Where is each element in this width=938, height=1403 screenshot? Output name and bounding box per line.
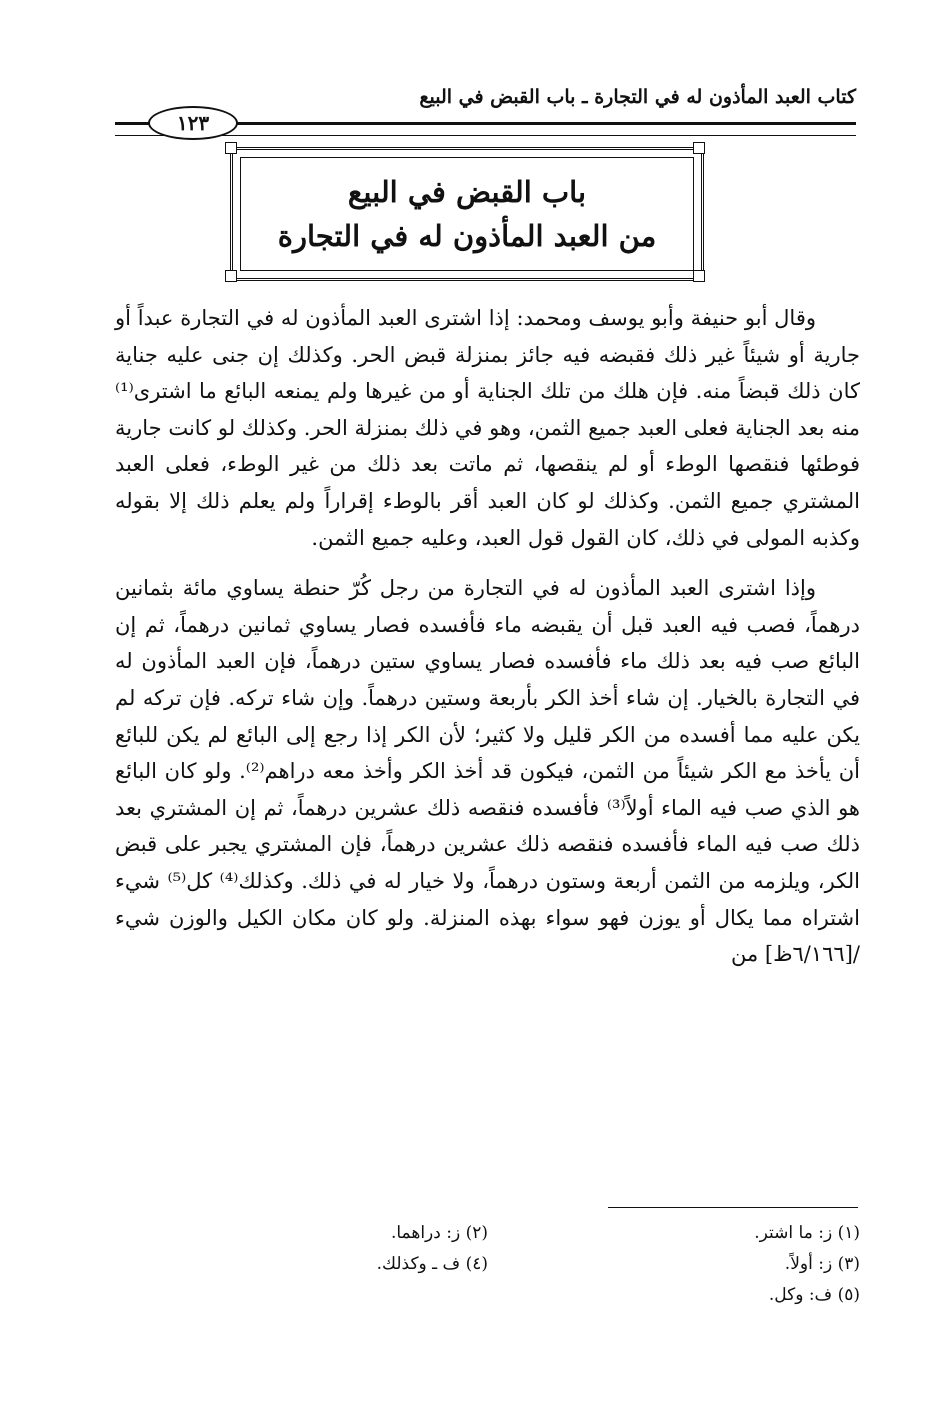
page-number: ١٢٣ [148, 106, 238, 140]
footnote [116, 1280, 488, 1311]
footnote: (٤) ف ـ وكذلك. [376, 1254, 488, 1274]
body-text [115, 300, 860, 973]
footnote: (٥) ف: وكل. [768, 1285, 860, 1305]
footnote-row [115, 1280, 860, 1311]
footnote-row [115, 1249, 860, 1280]
footnote-separator [608, 1207, 858, 1208]
chapter-title [240, 157, 694, 271]
paragraph: وإذا اشترى العبد المأذون له في التجارة من رجل كُرّ حنطة يساوي مائة بثمانين درهماً، فصب فيه العبد قبل أن يقبضه ماء فأفسده فصار يساوي ثمانين درهماً، ثم إن البائع صب فيه بعد ذلك ماء فأفسده فصار يساوي ستين درهماً، فإن العبد المأذون له في التجارة بالخيار. إن شاء أخذ الكر بأربعة وستين درهماً. وإن شاء تركه. فإن تركه لم يكن عليه مما أفسده من الكر قليل ولا كثير؛ لأن الكر إذا رجع إلى البائع لم يكن للبائع أن يأخذ مع الكر شيئاً من الثمن، فيكون قد أخذ الكر وأخذ معه دراهم⁽²⁾. ولو كان البائع هو الذي صب فيه الماء أولاً⁽³⁾ فأفسده فنقصه ذلك عشرين درهماً، ثم إن المشتري بعد ذلك صب فيه الماء فأفسده فنقصه ذلك عشرين درهماً، فإن المشتري يجبر على قبض الكر، ويلزمه من الثمن أربعة وستون درهماً، ولا خيار له في ذلك. وكذلك⁽⁴⁾ كل⁽⁵⁾ شيء اشتراه مما يكال أو يوزن فهو سواء بهذه المنزلة. ولو كان مكان الكيل والوزن شيء /[٦/١٦٦ظ] من [115, 576, 861, 967]
footnote: (٢) ز: دراهما. [390, 1223, 488, 1243]
frame-corner-ornament [225, 142, 237, 154]
footnote-row [115, 1218, 860, 1249]
frame-corner-ornament [225, 270, 237, 282]
footnote: (٣) ز: أولاً. [784, 1254, 860, 1274]
paragraph: وقال أبو حنيفة وأبو يوسف ومحمد: إذا اشترى العبد المأذون له في التجارة عبداً أو جارية أو شيئاً غير ذلك فقبضه فيه جائز بمنزلة قبض الحر. وكذلك إن جنى عليه جناية كان ذلك قبضاً منه. فإن هلك من تلك الجناية أو من غيرها ولم يمنعه البائع ما اشترى⁽¹⁾ منه بعد الجناية فعلى العبد جميع الثمن، وهو في ذلك بمنزلة الحر. وكذلك لو كانت جارية فوطئها فنقصها الوطء أو لم ينقصها، ثم ماتت بعد ذلك من غير الوطء، فعلى العبد المشتري جميع الثمن. وكذلك لو كان العبد أقر بالوطء إقراراً ولم يعلم ذلك إلا بقوله وكذبه المولى في ذلك، كان القول قول العبد، وعليه جميع الثمن. [115, 306, 860, 550]
chapter-title-line-2: من العبد المأذون له في التجارة [277, 219, 657, 253]
chapter-title-line-1: باب القبض في البيع [347, 175, 587, 209]
footnotes [115, 1218, 860, 1311]
frame-corner-ornament [693, 270, 705, 282]
running-title: كتاب العبد المأذون له في التجارة ـ باب القبض في البيع [419, 86, 856, 108]
frame-corner-ornament [693, 142, 705, 154]
footnote: (١) ز: ما اشتر. [754, 1223, 860, 1243]
